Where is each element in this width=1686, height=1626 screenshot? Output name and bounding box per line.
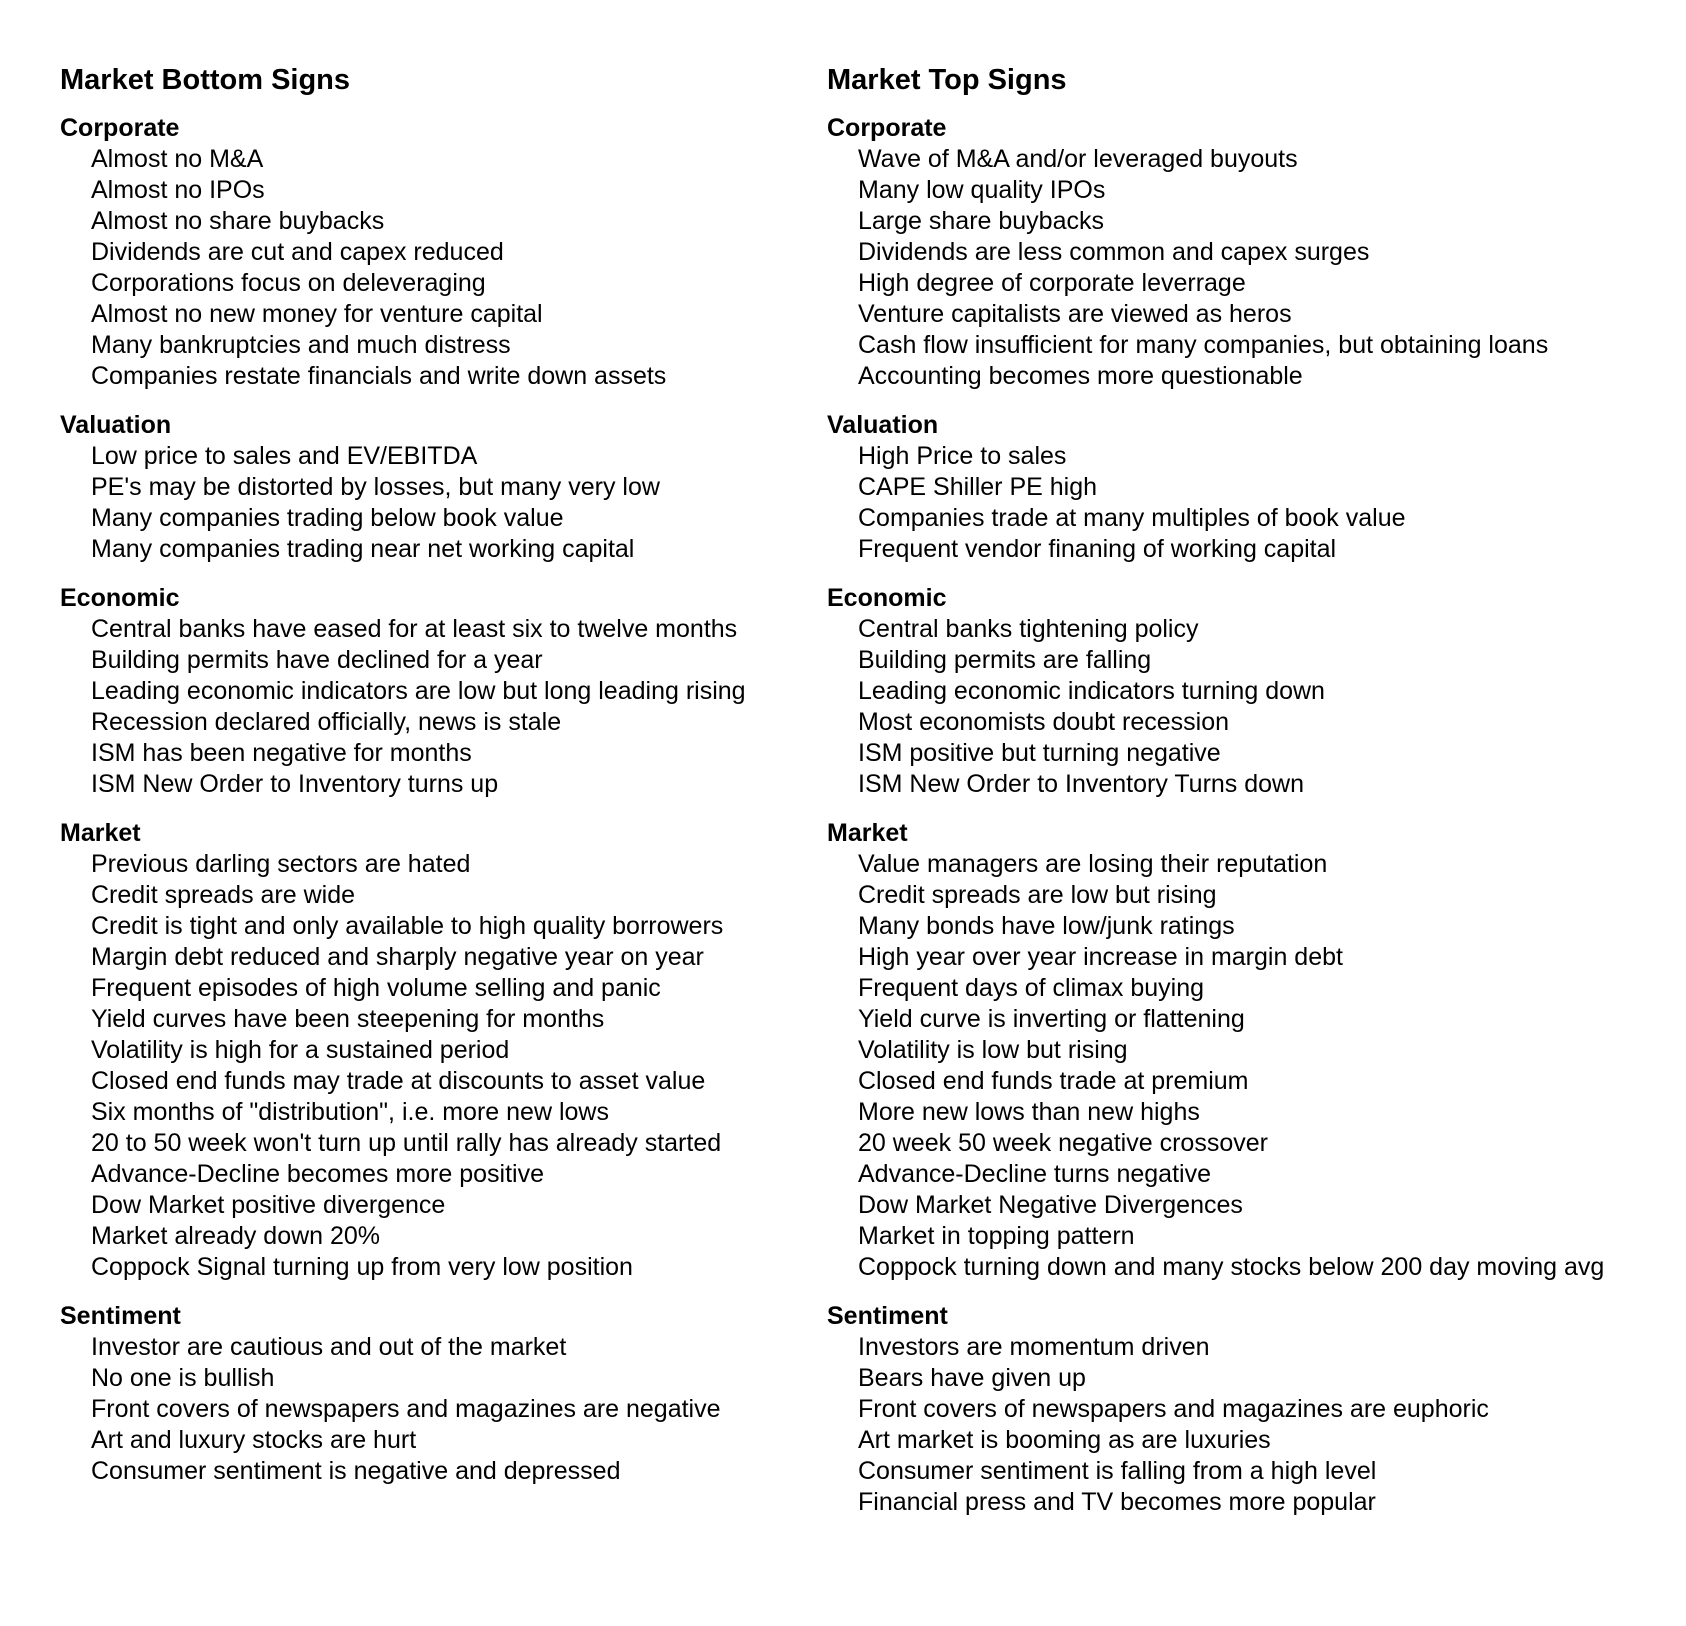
sign-item: Closed end funds trade at premium	[858, 1067, 1249, 1095]
sign-item: Leading economic indicators are low but long leading rising	[91, 677, 746, 705]
sign-item: Building permits are falling	[858, 646, 1152, 674]
sign-list	[60, 614, 820, 800]
sign-item: Bears have given up	[858, 1364, 1086, 1392]
sign-item: Art market is booming as are luxuries	[858, 1426, 1271, 1454]
bottom-section-sentiment	[60, 1301, 820, 1487]
sign-item: Volatility is high for a sustained period	[91, 1036, 510, 1064]
bottom-section-corporate	[60, 113, 820, 392]
sign-item: Advance-Decline becomes more positive	[91, 1160, 544, 1188]
section-heading: Valuation	[827, 411, 939, 439]
sign-item: Dow Market Negative Divergences	[858, 1191, 1243, 1219]
sign-item: ISM New Order to Inventory turns up	[91, 770, 499, 798]
sign-item: More new lows than new highs	[858, 1098, 1200, 1126]
sign-item: Venture capitalists are viewed as heros	[858, 300, 1292, 328]
sign-list	[827, 614, 1667, 800]
sign-item: Six months of "distribution", i.e. more new lows	[91, 1098, 609, 1126]
sign-item: Companies trade at many multiples of book value	[858, 504, 1406, 532]
sign-item: Recession declared officially, news is stale	[91, 708, 562, 736]
sign-item: Most economists doubt recession	[858, 708, 1230, 736]
sign-item: Dividends are less common and capex surges	[858, 238, 1370, 266]
section-heading: Corporate	[60, 114, 180, 142]
top-section-economic	[827, 583, 1667, 800]
section-heading: Economic	[827, 584, 947, 612]
sign-item: Investors are momentum driven	[858, 1333, 1210, 1361]
sign-item: Yield curves have been steepening for months	[91, 1005, 605, 1033]
sign-item: Almost no new money for venture capital	[91, 300, 543, 328]
sign-item: 20 week 50 week negative crossover	[858, 1129, 1268, 1157]
section-heading: Corporate	[827, 114, 947, 142]
section-heading: Economic	[60, 584, 180, 612]
sign-item: Dividends are cut and capex reduced	[91, 238, 504, 266]
bottom-section-market	[60, 818, 820, 1283]
sign-item: High Price to sales	[858, 442, 1067, 470]
section-heading: Market	[60, 819, 141, 847]
sign-item: Central banks tightening policy	[858, 615, 1199, 643]
sign-item: Market already down 20%	[91, 1222, 381, 1250]
sign-item: Many low quality IPOs	[858, 176, 1106, 204]
sign-item: PE's may be distorted by losses, but many very low	[91, 473, 660, 501]
sign-list	[60, 849, 820, 1283]
sign-list	[60, 144, 820, 392]
sign-item: Many bankruptcies and much distress	[91, 331, 511, 359]
sign-item: High degree of corporate leverrage	[858, 269, 1246, 297]
market-bottom-sections	[60, 113, 820, 1487]
sign-item: Many bonds have low/junk ratings	[858, 912, 1235, 940]
sign-item: Previous darling sectors are hated	[91, 850, 471, 878]
sign-item: Investor are cautious and out of the market	[91, 1333, 567, 1361]
sign-item: No one is bullish	[91, 1364, 275, 1392]
sign-item: Large share buybacks	[858, 207, 1104, 235]
section-heading: Market	[827, 819, 908, 847]
sign-item: Cash flow insufficient for many companies, but obtaining loans	[858, 331, 1549, 359]
sign-item: Volatility is low but rising	[858, 1036, 1128, 1064]
sign-item: Credit is tight and only available to high quality borrowers	[91, 912, 724, 940]
sign-item: Dow Market positive divergence	[91, 1191, 446, 1219]
sign-item: Frequent days of climax buying	[858, 974, 1205, 1002]
sign-item: Building permits have declined for a year	[91, 646, 543, 674]
sign-item: Companies restate financials and write down assets	[91, 362, 667, 390]
sign-item: ISM New Order to Inventory Turns down	[858, 770, 1305, 798]
sign-item: Accounting becomes more questionable	[858, 362, 1303, 390]
top-section-corporate	[827, 113, 1667, 392]
sign-item: Frequent vendor finaning of working capital	[858, 535, 1337, 563]
sign-item: Leading economic indicators turning down	[858, 677, 1325, 705]
sign-item: Consumer sentiment is negative and depressed	[91, 1457, 621, 1485]
sign-item: Front covers of newspapers and magazines are euphoric	[858, 1395, 1489, 1423]
sign-item: ISM positive but turning negative	[858, 739, 1221, 767]
sign-item: Low price to sales and EV/EBITDA	[91, 442, 478, 470]
sign-item: Many companies trading below book value	[91, 504, 564, 532]
sign-item: Almost no share buybacks	[91, 207, 385, 235]
sign-item: Value managers are losing their reputation	[858, 850, 1328, 878]
sign-item: Many companies trading near net working capital	[91, 535, 635, 563]
top-section-sentiment	[827, 1301, 1667, 1518]
sign-list	[60, 441, 820, 565]
sign-item: Coppock turning down and many stocks below 200 day moving avg	[858, 1253, 1605, 1281]
sign-list	[827, 849, 1667, 1283]
top-section-valuation	[827, 410, 1667, 565]
sign-item: CAPE Shiller PE high	[858, 473, 1098, 501]
section-heading: Valuation	[60, 411, 172, 439]
sign-list	[827, 144, 1667, 392]
section-heading: Sentiment	[827, 1302, 948, 1330]
sign-item: Almost no IPOs	[91, 176, 265, 204]
sign-item: Yield curve is inverting or flattening	[858, 1005, 1245, 1033]
sign-item: Credit spreads are wide	[91, 881, 356, 909]
sign-list	[60, 1332, 820, 1487]
sign-item: Consumer sentiment is falling from a high level	[858, 1457, 1377, 1485]
market-top-title: Market Top Signs	[827, 64, 1067, 96]
section-heading: Sentiment	[60, 1302, 181, 1330]
sign-item: Coppock Signal turning up from very low position	[91, 1253, 633, 1281]
market-bottom-title: Market Bottom Signs	[60, 64, 351, 96]
sign-item: Art and luxury stocks are hurt	[91, 1426, 417, 1454]
sign-item: High year over year increase in margin debt	[858, 943, 1343, 971]
bottom-section-valuation	[60, 410, 820, 565]
sign-item: Front covers of newspapers and magazines are negative	[91, 1395, 721, 1423]
sign-item: Credit spreads are low but rising	[858, 881, 1217, 909]
sign-item: 20 to 50 week won't turn up until rally has already started	[91, 1129, 722, 1157]
market-top-sections	[827, 113, 1667, 1518]
sign-item: ISM has been negative for months	[91, 739, 472, 767]
sign-item: Advance-Decline turns negative	[858, 1160, 1211, 1188]
market-bottom-column	[60, 62, 820, 1505]
top-section-market	[827, 818, 1667, 1283]
sign-item: Wave of M&A and/or leveraged buyouts	[858, 145, 1298, 173]
sign-item: Financial press and TV becomes more popular	[858, 1488, 1376, 1516]
bottom-section-economic	[60, 583, 820, 800]
sign-list	[827, 1332, 1667, 1518]
sign-item: Margin debt reduced and sharply negative year on year	[91, 943, 704, 971]
market-top-column	[827, 62, 1667, 1536]
sign-item: Corporations focus on deleveraging	[91, 269, 486, 297]
sign-item: Central banks have eased for at least six to twelve months	[91, 615, 738, 643]
sign-item: Frequent episodes of high volume selling and panic	[91, 974, 661, 1002]
sign-list	[827, 441, 1667, 565]
sign-item: Market in topping pattern	[858, 1222, 1135, 1250]
sign-item: Almost no M&A	[91, 145, 264, 173]
sign-item: Closed end funds may trade at discounts to asset value	[91, 1067, 706, 1095]
